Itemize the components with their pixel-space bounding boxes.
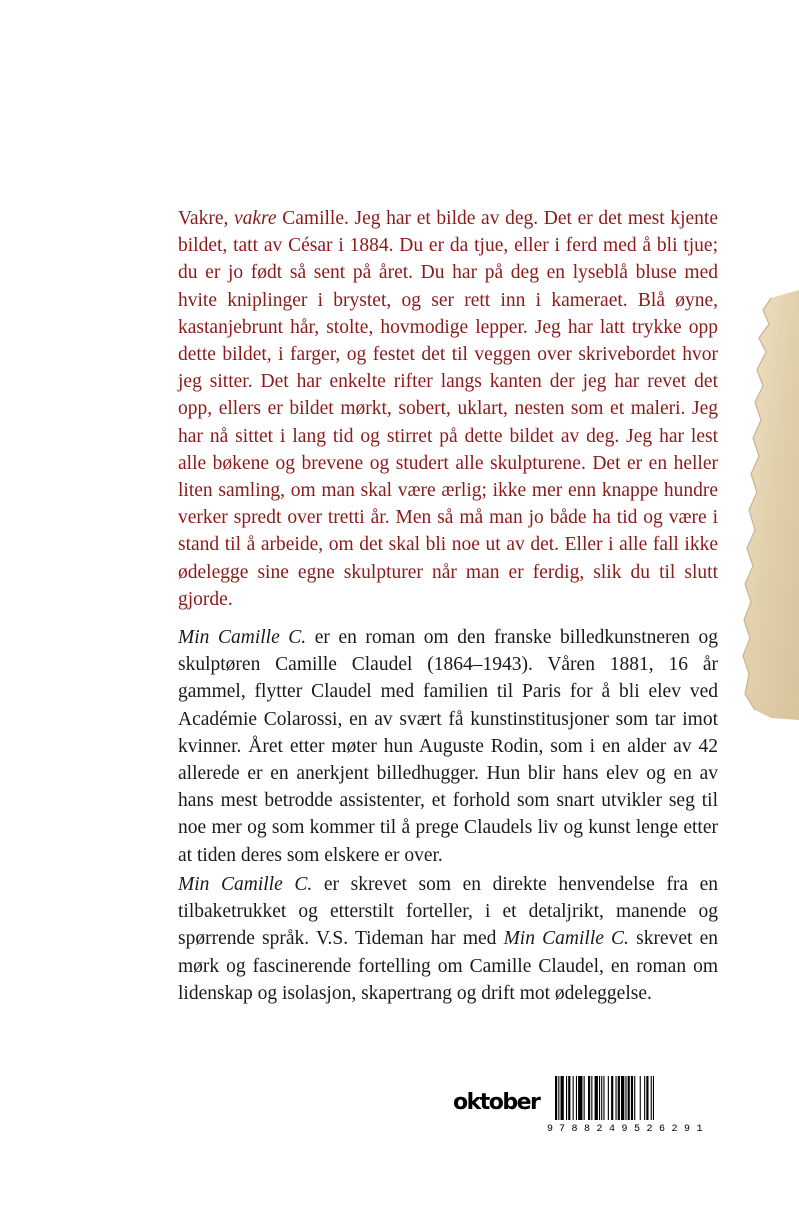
barcode-bar (588, 1076, 590, 1120)
publisher-logo: oktober (453, 1090, 540, 1115)
barcode-bar (618, 1076, 620, 1120)
book-title-italic: Min Camille C. (503, 928, 629, 950)
book-title-italic: Min Camille C. (178, 627, 307, 648)
description-text: er en roman om den franske billedkunstneren og skulptøren Camille Claudel (1864–1943). Våren 1881, 16 år gammel, flytter Claudel med familien til Paris for å bli elev ved Académie Colarossi, en av svært få kunstinstitusjoner som tar imot kvinner. Året etter møter hun Auguste Rodin, som i en alder av 42 allerede er en anerkjent billedhugger. Hun blir hans elev og en av hans mest betrodde assistenter, et forhold som snart utvikler seg til noe mer og som kommer til å prege Claudels liv og kunst lenge etter at tiden deres som elskere er over. (178, 627, 718, 866)
description-text: er skrevet som en direkte henvendelse fra en tilbaketrukket og etterstilt forteller, i et detaljrikt, manende og spørrende språk. V.S. Tideman har med (178, 874, 718, 950)
isbn-digit: 9 (684, 1124, 691, 1134)
isbn-digit: 8 (584, 1124, 591, 1134)
barcode-bar (608, 1076, 609, 1120)
isbn-digit: 2 (646, 1124, 653, 1134)
isbn-digit: 2 (671, 1124, 678, 1134)
excerpt-quote (178, 205, 718, 613)
barcode-bar (621, 1076, 624, 1120)
quote-lead: Vakre, (178, 208, 234, 229)
barcode-bar (558, 1076, 559, 1120)
barcode-bar (653, 1076, 654, 1120)
isbn-digit: 8 (571, 1124, 578, 1134)
isbn-digit: 1 (696, 1124, 703, 1134)
isbn-digit: 9 (547, 1124, 554, 1134)
description-text: skrevet en mørk og fascinerende fortelling om Camille Claudel, en roman om lidenskap og isolasjon, skapertrang og drift mot ødeleggelse. (178, 928, 718, 1004)
barcode-bar (566, 1076, 567, 1120)
barcode-bar (584, 1076, 585, 1120)
barcode-bar (644, 1076, 645, 1120)
barcode-bar (640, 1076, 641, 1120)
barcode-bar (651, 1076, 652, 1120)
isbn-digit: 9 (621, 1124, 628, 1134)
isbn-barcode (545, 1076, 715, 1134)
torn-photo-edge (741, 290, 799, 720)
barcode-bar (576, 1076, 577, 1120)
barcode-bar (561, 1076, 564, 1120)
barcode-bar (591, 1076, 592, 1120)
isbn-digit: 6 (659, 1124, 666, 1134)
quote-emphasis: vakre (234, 208, 277, 229)
quote-body: Camille. Jeg har et bilde av deg. Det er det mest kjente bildet, tatt av César i 1884. Du er da tjue, eller i ferd med å bli tjue; du er jo født så sent på året. Du har på deg en lyseblå bluse med hvite kniplinger i brystet, og ser rett inn i kameraet. Blå øyne, kastanjebrunt hår, stolte, hovmodige lepper. Jeg har latt trykke opp dette bildet, i farger, og festet det til veggen over skrivebordet hvor jeg sitter. Det har enkelte rifter langs kanten der jeg har revet det opp, ellers er bildet mørkt, sobert, uklart, nesten som et maleri. Jeg har nå sittet i lang tid og stirret på dette bildet av deg. Jeg har lest alle bøkene og brevene og studert alle skulpturene. Det er en heller liten samling, om man skal være ærlig; ikke mer enn knappe hundre verker spredt over tretti år. Men så må man jo både ha tid og være i stand til å arbeide, om det skal bli noe ut av det. Eller i alle fall ikke ødelegge sine egne skulpturer når man er ferdig, slik du til slutt gjorde. (178, 208, 718, 610)
isbn-digit: 7 (559, 1124, 566, 1134)
barcode-bar (603, 1076, 604, 1120)
barcode-bar (611, 1076, 613, 1120)
barcode-bar (595, 1076, 598, 1120)
isbn-digit: 5 (634, 1124, 641, 1134)
barcode-bar (646, 1076, 648, 1120)
isbn-digit: 4 (609, 1124, 616, 1134)
book-title-italic: Min Camille C. (178, 874, 313, 895)
barcode-bar (578, 1076, 582, 1120)
barcode-bar (573, 1076, 574, 1120)
barcode-bar (634, 1076, 635, 1120)
barcode-bar (601, 1076, 602, 1120)
barcode-bar (616, 1076, 617, 1120)
barcode-bar (625, 1076, 626, 1120)
isbn-digit: 2 (596, 1124, 603, 1134)
barcode-bar (568, 1076, 570, 1120)
barcode-bar (631, 1076, 633, 1120)
barcode-bar (555, 1076, 557, 1120)
barcode-bar (628, 1076, 630, 1120)
barcode-bar (599, 1076, 600, 1120)
description-paragraph-2 (178, 871, 718, 1007)
description-paragraph-1 (178, 624, 718, 869)
